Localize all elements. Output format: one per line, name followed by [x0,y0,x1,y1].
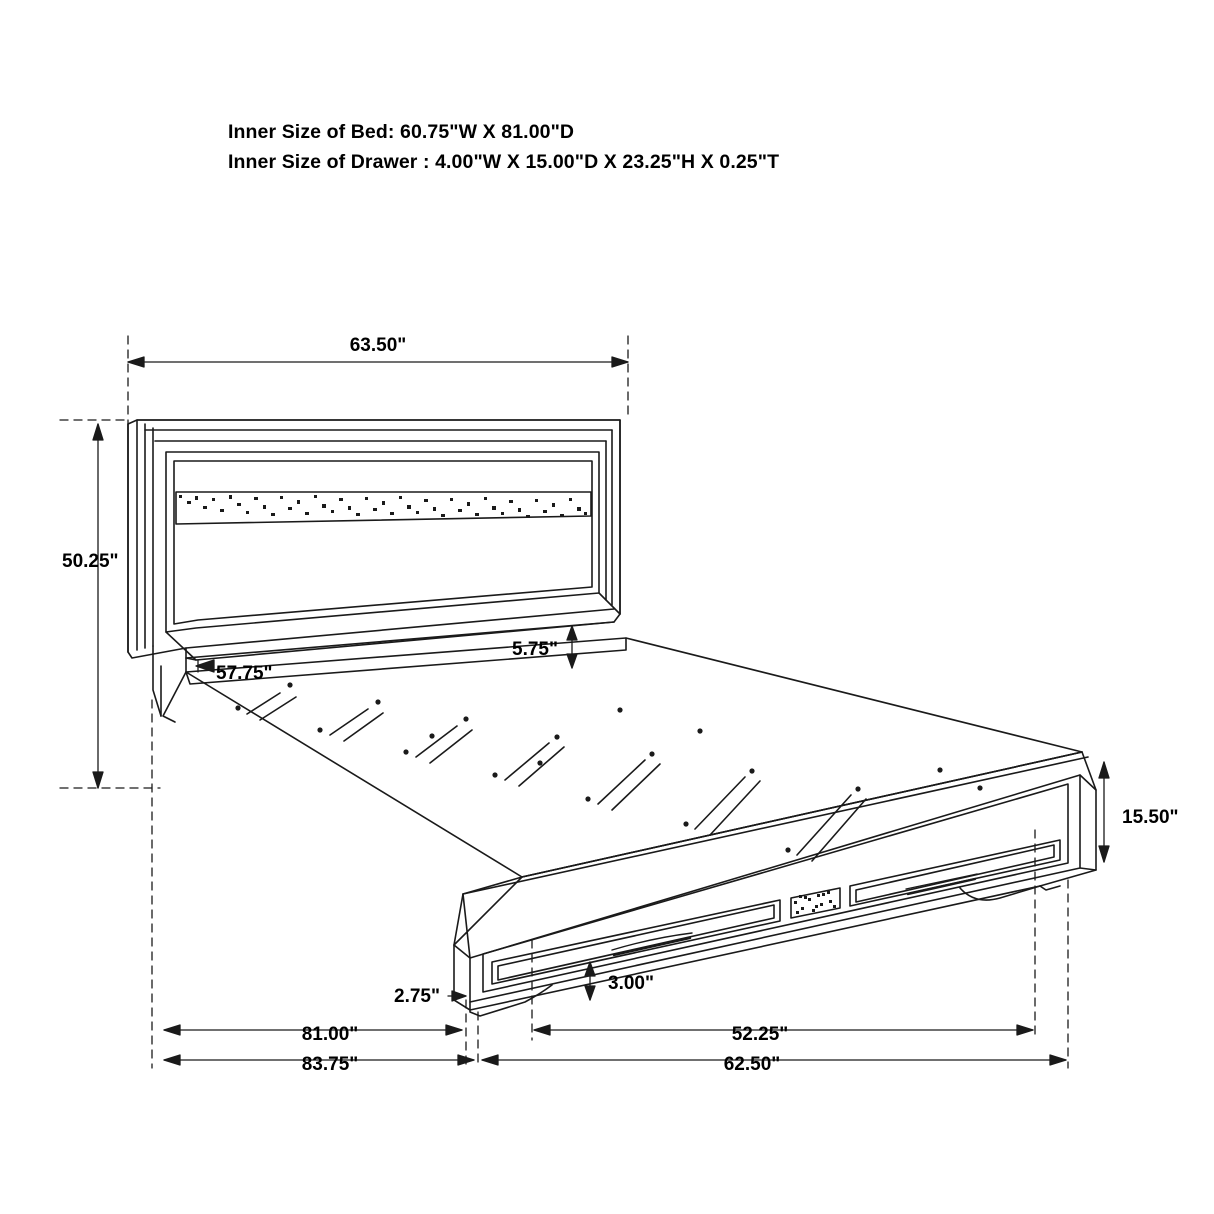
bed-platform [163,638,1082,877]
footboard-group [454,752,1096,1016]
label-overall-height: 50.25" [62,551,119,572]
label-footboard-height: 15.50" [1122,807,1179,828]
label-bed-outer-depth: 83.75" [301,1054,359,1075]
inner-size-notes [228,118,779,177]
headboard-group [128,420,620,660]
label-headboard-rail-offset: 5.75" [512,639,558,660]
dimension-lines [60,336,1109,1068]
label-footboard-width: 62.50" [723,1054,781,1075]
label-bed-inner-depth: 81.00" [301,1024,359,1045]
label-foot-overhang: 2.75" [394,986,440,1007]
label-headboard-width: 63.50" [349,335,407,356]
label-drawer-span: 52.25" [731,1024,789,1045]
note-line-bed: Inner Size of Bed: 60.75"W X 81.00"D [228,121,575,143]
label-headboard-inner-width: 57.75" [216,663,273,684]
note-line-drawer: Inner Size of Drawer : 4.00"W X 15.00"D X 23.25"H X 0.25"T [228,150,780,173]
label-foot-clearance: 3.00" [608,973,654,994]
